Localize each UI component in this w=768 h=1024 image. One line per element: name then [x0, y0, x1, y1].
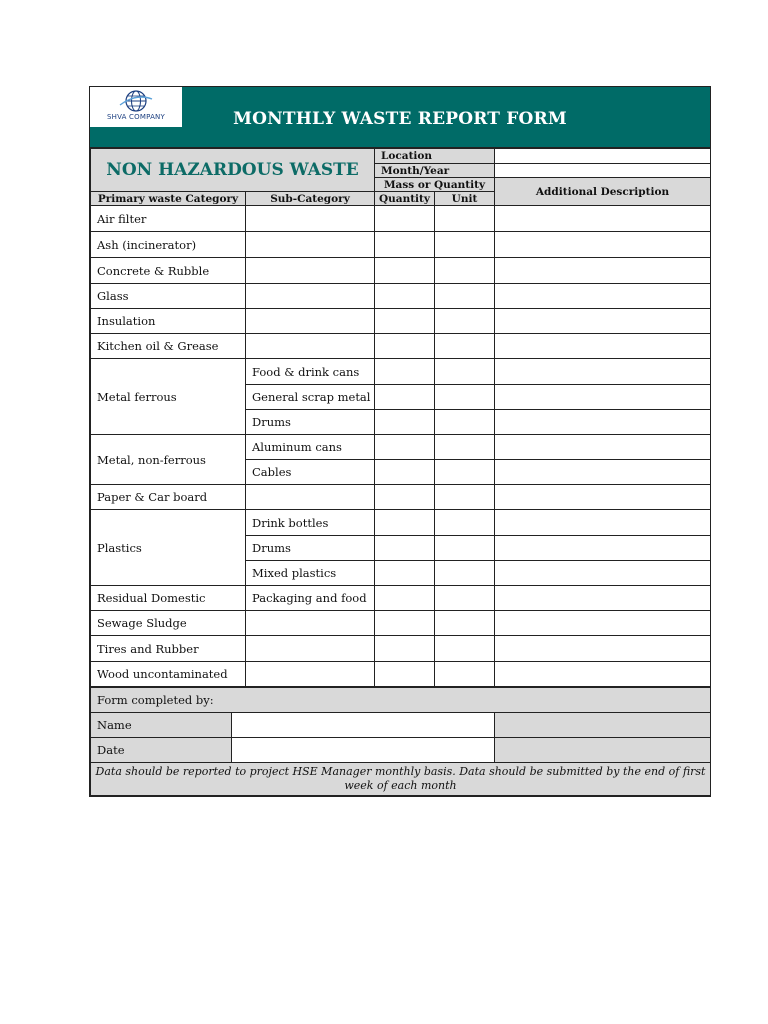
sub-category-cell: Mixed plastics [246, 561, 375, 586]
unit-cell[interactable] [435, 435, 495, 460]
form-completed-by-label: Form completed by: [91, 688, 711, 713]
unit-cell[interactable] [435, 460, 495, 485]
additional-description-header: Additional Description [495, 178, 711, 206]
description-cell[interactable] [495, 536, 711, 561]
sub-category-header: Sub-Category [246, 192, 375, 206]
table-row [91, 485, 711, 510]
quantity-cell[interactable] [375, 435, 435, 460]
unit-cell[interactable] [435, 510, 495, 536]
form-header [90, 87, 710, 148]
sub-category-cell[interactable] [246, 611, 375, 636]
quantity-cell[interactable] [375, 510, 435, 536]
sub-category-cell[interactable] [246, 485, 375, 510]
sub-category-cell[interactable] [246, 334, 375, 359]
category-cell: Insulation [91, 309, 246, 334]
description-cell[interactable] [495, 359, 711, 385]
location-label: Location [375, 149, 495, 164]
unit-cell[interactable] [435, 258, 495, 284]
category-cell: Plastics [91, 510, 246, 586]
description-cell[interactable] [495, 460, 711, 485]
sub-category-cell[interactable] [246, 232, 375, 258]
footer-note: Data should be reported to project HSE Manager monthly basis. Data should be submitted by the end of first week of each month [91, 763, 711, 796]
table-row [91, 662, 711, 687]
description-cell[interactable] [495, 510, 711, 536]
description-cell[interactable] [495, 232, 711, 258]
quantity-cell[interactable] [375, 536, 435, 561]
date-extra-cell [495, 738, 711, 763]
mass-quantity-label: Mass or Quantity [375, 178, 495, 192]
form-title: MONTHLY WASTE REPORT FORM [233, 109, 567, 129]
table-row [91, 232, 711, 258]
description-cell[interactable] [495, 206, 711, 232]
month-year-field[interactable] [495, 164, 711, 178]
table-row [91, 334, 711, 359]
sub-category-cell[interactable] [246, 206, 375, 232]
name-label: Name [91, 713, 232, 738]
sub-category-cell: Drums [246, 410, 375, 435]
table-row [91, 586, 711, 611]
description-cell[interactable] [495, 334, 711, 359]
quantity-cell[interactable] [375, 309, 435, 334]
table-row [91, 309, 711, 334]
quantity-cell[interactable] [375, 334, 435, 359]
table-row [91, 636, 711, 662]
table-row [91, 284, 711, 309]
category-cell: Metal ferrous [91, 359, 246, 435]
description-cell[interactable] [495, 485, 711, 510]
category-cell: Kitchen oil & Grease [91, 334, 246, 359]
unit-cell[interactable] [435, 309, 495, 334]
category-cell: Metal, non-ferrous [91, 435, 246, 485]
primary-category-header: Primary waste Category [91, 192, 246, 206]
description-cell[interactable] [495, 561, 711, 586]
table-row [91, 359, 711, 385]
unit-cell[interactable] [435, 636, 495, 662]
table-row [91, 510, 711, 536]
quantity-cell[interactable] [375, 460, 435, 485]
sub-category-cell[interactable] [246, 662, 375, 687]
waste-report-form [89, 86, 711, 797]
quantity-cell[interactable] [375, 258, 435, 284]
unit-cell[interactable] [435, 206, 495, 232]
sub-category-cell: Drums [246, 536, 375, 561]
quantity-cell[interactable] [375, 586, 435, 611]
quantity-cell[interactable] [375, 662, 435, 687]
date-field[interactable] [232, 738, 495, 763]
description-cell[interactable] [495, 258, 711, 284]
quantity-cell[interactable] [375, 206, 435, 232]
sub-category-cell: General scrap metal [246, 385, 375, 410]
description-cell[interactable] [495, 309, 711, 334]
sub-category-cell[interactable] [246, 636, 375, 662]
quantity-cell[interactable] [375, 284, 435, 309]
quantity-cell[interactable] [375, 611, 435, 636]
quantity-cell[interactable] [375, 636, 435, 662]
quantity-cell[interactable] [375, 359, 435, 385]
sub-category-cell[interactable] [246, 284, 375, 309]
unit-cell[interactable] [435, 662, 495, 687]
unit-cell[interactable] [435, 561, 495, 586]
table-row [91, 206, 711, 232]
completion-table [90, 687, 711, 796]
sub-category-cell: Packaging and food [246, 586, 375, 611]
quantity-cell[interactable] [375, 485, 435, 510]
sub-category-cell: Drink bottles [246, 510, 375, 536]
description-cell[interactable] [495, 284, 711, 309]
quantity-cell[interactable] [375, 410, 435, 435]
quantity-cell[interactable] [375, 385, 435, 410]
description-cell[interactable] [495, 586, 711, 611]
sub-category-cell: Aluminum cans [246, 435, 375, 460]
sub-category-cell[interactable] [246, 309, 375, 334]
unit-cell[interactable] [435, 334, 495, 359]
description-cell[interactable] [495, 611, 711, 636]
location-field[interactable] [495, 149, 711, 164]
name-extra-cell [495, 713, 711, 738]
unit-cell[interactable] [435, 485, 495, 510]
unit-cell[interactable] [435, 284, 495, 309]
category-cell: Glass [91, 284, 246, 309]
category-cell: Ash (incinerator) [91, 232, 246, 258]
category-cell: Concrete & Rubble [91, 258, 246, 284]
unit-cell[interactable] [435, 410, 495, 435]
category-cell: Tires and Rubber [91, 636, 246, 662]
unit-cell[interactable] [435, 232, 495, 258]
quantity-header: Quantity [375, 192, 435, 206]
category-cell: Air filter [91, 206, 246, 232]
quantity-cell[interactable] [375, 232, 435, 258]
sub-category-cell[interactable] [246, 258, 375, 284]
category-cell: Residual Domestic [91, 586, 246, 611]
category-cell: Sewage Sludge [91, 611, 246, 636]
description-cell[interactable] [495, 410, 711, 435]
category-cell: Paper & Car board [91, 485, 246, 510]
date-label: Date [91, 738, 232, 763]
sub-category-cell: Food & drink cans [246, 359, 375, 385]
category-cell: Wood uncontaminated [91, 662, 246, 687]
unit-cell[interactable] [435, 536, 495, 561]
logo-name: SHVA COMPANY [107, 113, 165, 121]
name-field[interactable] [232, 713, 495, 738]
table-row [91, 611, 711, 636]
table-row [91, 435, 711, 460]
description-cell[interactable] [495, 435, 711, 460]
quantity-cell[interactable] [375, 561, 435, 586]
unit-cell[interactable] [435, 359, 495, 385]
description-cell[interactable] [495, 636, 711, 662]
unit-cell[interactable] [435, 586, 495, 611]
section-title: NON HAZARDOUS WASTE [91, 149, 375, 192]
description-cell[interactable] [495, 385, 711, 410]
unit-header: Unit [435, 192, 495, 206]
description-cell[interactable] [495, 662, 711, 687]
waste-table [90, 148, 711, 687]
unit-cell[interactable] [435, 385, 495, 410]
table-row [91, 258, 711, 284]
month-year-label: Month/Year [375, 164, 495, 178]
sub-category-cell: Cables [246, 460, 375, 485]
unit-cell[interactable] [435, 611, 495, 636]
